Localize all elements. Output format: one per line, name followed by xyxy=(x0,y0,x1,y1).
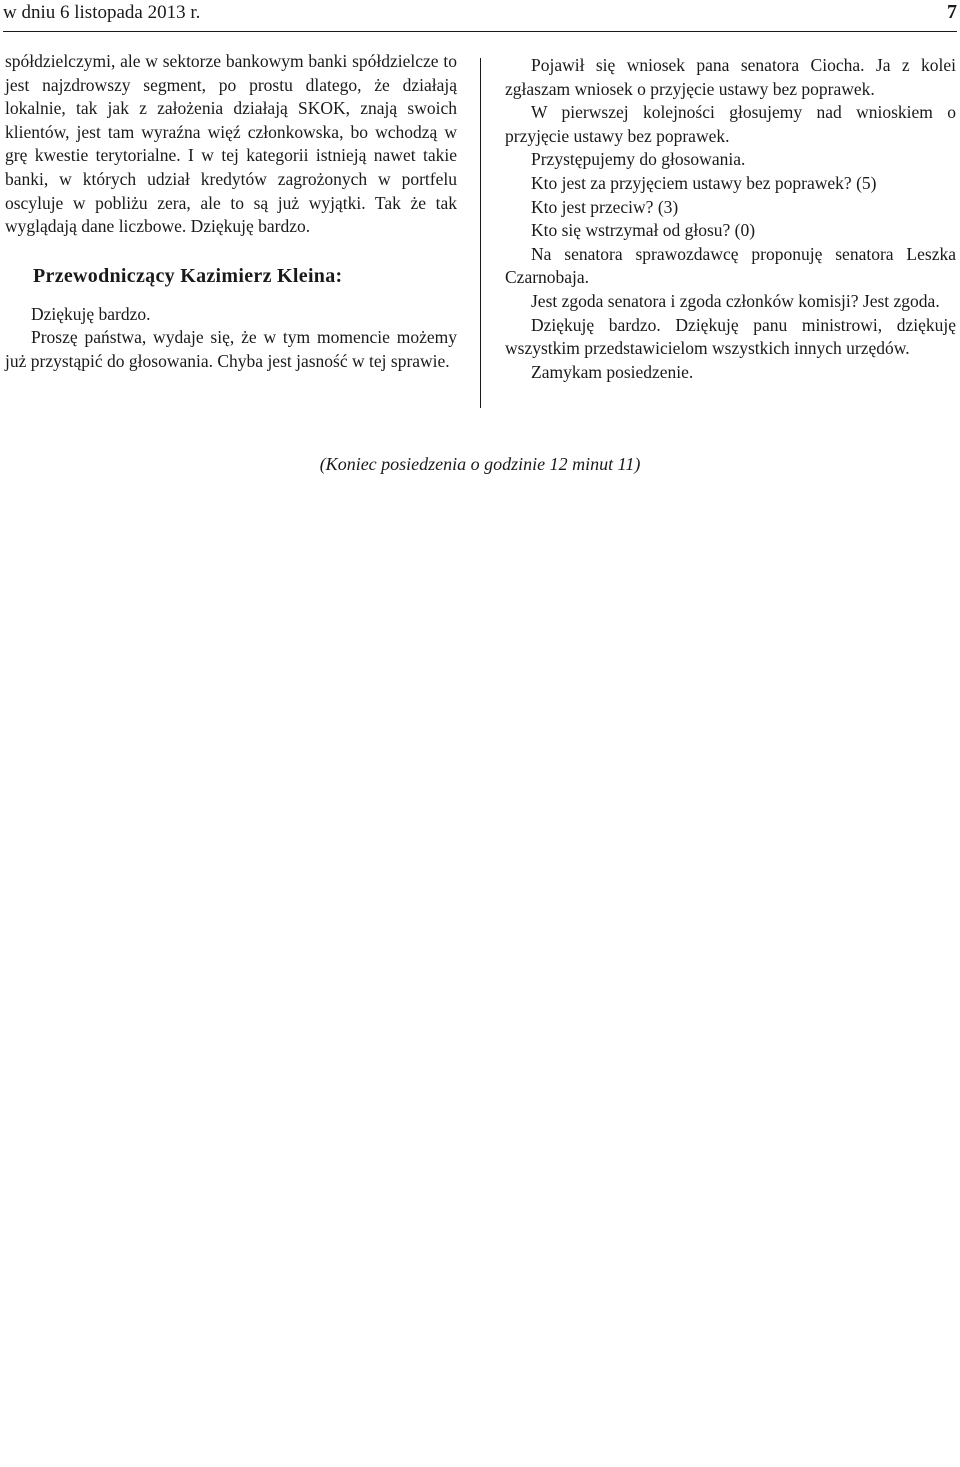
right-paragraph: Dziękuję bardzo. Dziękuję panu ministrowi, dziękuję wszystkim przedstawicielom wszystkich innych urzędów. xyxy=(505,314,956,359)
header-date: w dniu 6 listopada 2013 r. xyxy=(3,2,201,23)
session-closing-note: (Koniec posiedzenia o godzinie 12 minut 11) xyxy=(319,454,641,474)
left-paragraph: Dziękuję bardzo. xyxy=(31,303,151,324)
right-paragraph: Kto jest za przyjęciem ustawy bez poprawek? (5) xyxy=(531,172,877,193)
left-column xyxy=(5,50,457,374)
right-paragraph: Jest zgoda senatora i zgoda członków komisji? Jest zgoda. xyxy=(531,290,940,311)
page-header xyxy=(3,0,957,32)
left-paragraph: Proszę państwa, wydaje się, że w tym momencie możemy już przystąpić do głosowania. Chyba jest jasność w tej sprawie. xyxy=(5,327,457,371)
right-paragraph: Kto się wstrzymał od głosu? (0) xyxy=(531,220,756,241)
right-paragraph: Kto jest przeciw? (3) xyxy=(531,196,679,217)
right-paragraph: Na senatora sprawozdawcę proponuję senatora Leszka Czarnobaja. xyxy=(505,243,956,288)
page-number: 7 xyxy=(947,1,957,23)
right-paragraph: Pojawił się wniosek pana senatora Ciocha. Ja z kolei zgłaszam wniosek o przyjęcie ustawy bez poprawek. xyxy=(505,55,956,99)
right-paragraph: Przystępujemy do głosowania. xyxy=(531,149,746,170)
right-paragraph: W pierwszej kolejności głosujemy nad wnioskiem o przyjęcie ustawy bez poprawek. xyxy=(505,102,956,146)
right-column xyxy=(505,54,956,384)
column-divider xyxy=(480,58,481,408)
right-paragraph: Zamykam posiedzenie. xyxy=(531,361,694,382)
left-paragraph-continuation: spółdzielczymi, ale w sektorze bankowym banki spółdzielcze to jest najzdrowszy segment, po prostu dlatego, że działają lokalnie, tak jak z założenia działają SKOK, znają swoich klientów, jest tam wyraźna więź członkowska, bo wchodzą w grę kwestie terytorialne. I w tej kategorii istnieją nawet takie banki, w których udział kredytów zagrożonych w portfelu oscyluje w pobliżu zera, ale to są już wyjątki. Tak że tak wyglądają dane liczbowe. Dziękuję bardzo. xyxy=(5,51,457,237)
speaker-heading: Przewodniczący Kazimierz Kleina: xyxy=(33,264,343,287)
